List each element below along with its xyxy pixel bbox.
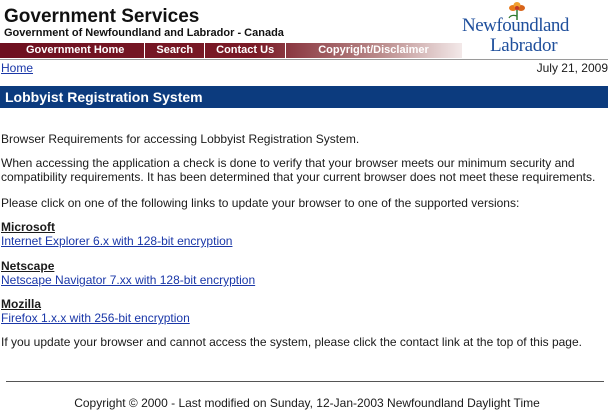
footer-copyright: Copyright © 2000 - Last modified on Sunday, 12-Jan-2003 Newfoundland Daylight Time	[74, 396, 540, 410]
vendor-microsoft: Microsoft	[1, 220, 55, 234]
page-title: Lobbyist Registration System	[0, 86, 608, 108]
link-netscape-navigator[interactable]: Netscape Navigator 7.xx with 128-bit encryption	[1, 273, 256, 287]
instruction-text: Please click on one of the following links to update your browser to one of the supported versions:	[1, 196, 520, 210]
government-logo[interactable]	[462, 2, 608, 58]
nav-search[interactable]: Search	[145, 43, 205, 58]
home-link[interactable]: Home	[1, 61, 34, 75]
link-internet-explorer[interactable]: Internet Explorer 6.x with 128-bit encryption	[1, 234, 233, 248]
main-nav	[0, 43, 462, 58]
logo-labrador: Labrador	[490, 35, 558, 56]
breadcrumb	[0, 59, 608, 76]
nav-government-home[interactable]: Government Home	[0, 43, 145, 58]
contact-note: If you update your browser and cannot access the system, please click the contact link at the top of this page.	[1, 335, 582, 349]
link-firefox[interactable]: Firefox 1.x.x with 256-bit encryption	[1, 311, 190, 325]
nav-contact-us[interactable]: Contact Us	[205, 43, 286, 58]
site-subtitle: Government of Newfoundland and Labrador - Canada	[4, 27, 284, 39]
footer-divider	[6, 381, 604, 382]
site-title: Government Services	[4, 6, 200, 27]
vendor-netscape: Netscape	[1, 259, 55, 273]
intro-text: Browser Requirements for accessing Lobbyist Registration System.	[1, 132, 360, 146]
nav-copyright-disclaimer[interactable]: Copyright/Disclaimer	[318, 44, 429, 56]
check-text: When accessing the application a check is done to verify that your browser meets our minimum security and compatibility requirements. It has been determined that your current browser does not meet these requirements.	[1, 156, 596, 184]
vendor-mozilla: Mozilla	[1, 297, 42, 311]
logo-newfoundland: Newfoundland	[462, 15, 569, 36]
page-date: July 21, 2009	[536, 61, 608, 75]
